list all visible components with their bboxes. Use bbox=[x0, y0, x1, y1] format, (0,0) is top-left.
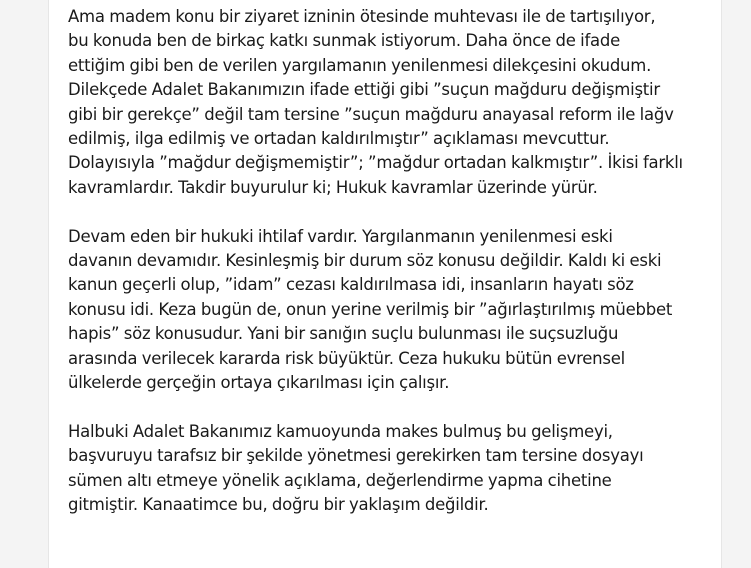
text-line: sümen altı etmeye yönelik açıklama, değerlendirme yapma cihetine bbox=[68, 470, 612, 490]
paragraph-1 bbox=[68, 5, 718, 200]
article-page bbox=[48, 0, 722, 568]
article-body bbox=[68, 5, 718, 542]
text-line: kanun geçerli olup, ”idam” cezası kaldırılmasa idi, insanların hayatı söz bbox=[68, 275, 634, 295]
paragraph-3 bbox=[68, 420, 718, 518]
text-line: Halbuki Adalet Bakanımız kamuoyunda makes bulmuş bu gelişmeyi, bbox=[68, 421, 613, 441]
text-line: ettiğim gibi ben de verilen yargılamanın yenilenmesi dilekçesini okudum. bbox=[68, 55, 652, 75]
text-line: edilmiş, ilga edilmiş ve ortadan kaldırılmıştır” açıklaması mevcuttur. bbox=[68, 129, 610, 149]
text-line: ülkelerde gerçeğin ortaya çıkarılması için çalışır. bbox=[68, 373, 450, 393]
text-line: Dilekçede Adalet Bakanımızın ifade ettiği gibi ”suçun mağduru değişmiştir bbox=[68, 80, 660, 100]
text-line: gibi bir gerekçe” değil tam tersine ”suçun mağduru anayasal reform ile lağv bbox=[68, 104, 674, 124]
text-line: hapis” söz konusudur. Yani bir sanığın suçlu bulunması ile suçsuzluğu bbox=[68, 324, 619, 344]
text-line: Devam eden bir hukuki ihtilaf vardır. Yargılanmanın yenilenmesi eski bbox=[68, 226, 613, 246]
text-line: bu konuda ben de birkaç katkı sunmak istiyorum. Daha önce de ifade bbox=[68, 31, 620, 51]
text-line: kavramlardır. Takdir buyurulur ki; Hukuk kavramlar üzerinde yürür. bbox=[68, 177, 598, 197]
text-line: Ama madem konu bir ziyaret izninin ötesinde muhtevası ile de tartışılıyor, bbox=[68, 7, 656, 26]
text-line: konusu idi. Keza bugün de, onun yerine verilmiş bir ”ağırlaştırılmış müebbet bbox=[68, 299, 673, 319]
text-line: gitmiştir. Kanaatimce bu, doğru bir yaklaşım değildir. bbox=[68, 495, 489, 515]
text-line: arasında verilecek kararda risk büyüktür. Ceza hukuku bütün evrensel bbox=[68, 348, 625, 368]
text-line: başvuruyu tarafsız bir şekilde yönetmesi gerekirken tam tersine dosyayı bbox=[68, 446, 644, 466]
text-line: davanın devamıdır. Kesinleşmiş bir durum söz konusu değildir. Kaldı ki eski bbox=[68, 251, 662, 271]
paragraph-2 bbox=[68, 225, 718, 396]
text-line: Dolayısıyla ”mağdur değişmemiştir”; ”mağdur ortadan kalkmıştır”. İkisi farklı bbox=[68, 153, 683, 173]
